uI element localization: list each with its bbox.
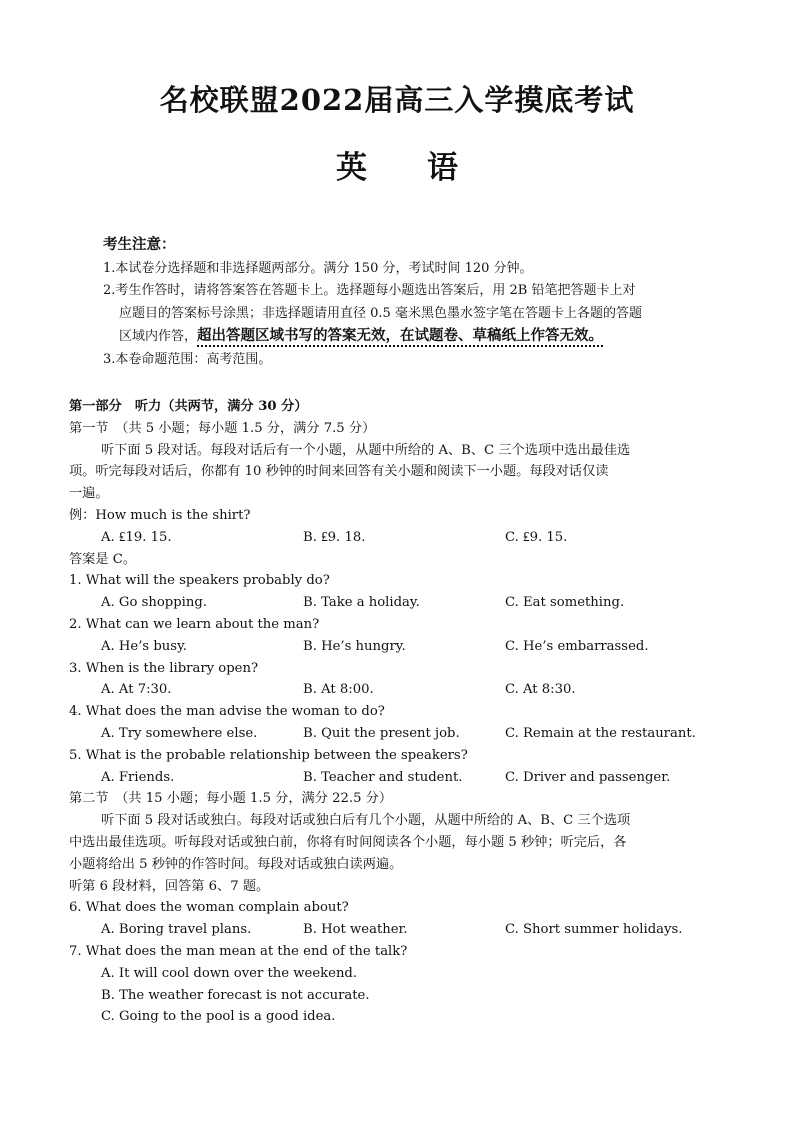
option-a: A. ₤19. 15. — [101, 529, 172, 545]
example-question: 例：How much is the shirt? — [69, 507, 251, 523]
example-options — [69, 527, 729, 549]
sec2-instruction-3: 小题将给出 5 秒钟的作答时间。每段对话或独白读两遍。 — [69, 856, 403, 872]
sec1-instruction: 听下面 5 段对话。每段对话后有一个小题，从题中所给的 A、B、C 三个选项中选出最佳选 — [101, 442, 631, 458]
option-a: A. Boring travel plans. — [101, 922, 252, 938]
notice-item-2-cont: 应题目的答案标号涂黑；非选择题请用直径 0.5 毫米黑色墨水签字笔在答题卡上各题的答题 — [119, 305, 642, 321]
example-answer: 答案是 C。 — [69, 551, 137, 567]
option-c: C. Short summer holidays. — [505, 922, 683, 938]
question-6: 6. What does the woman complain about? — [69, 900, 349, 916]
option-c: C. ₤9. 15. — [505, 529, 568, 545]
notice-heading: 考生注意： — [103, 236, 176, 253]
notice-item-3: 3.本卷命题范围：高考范围。 — [103, 351, 272, 367]
option-a: A. He’s busy. — [101, 638, 187, 654]
option-a: A. Try somewhere else. — [101, 725, 258, 741]
option-c: C. Going to the pool is a good idea. — [101, 1009, 336, 1025]
notice-item-2-text: 区域内作答， — [119, 329, 198, 344]
question-2: 2. What can we learn about the man? — [69, 616, 320, 632]
sec1-instruction-3: 一遍。 — [69, 486, 109, 502]
sec2-heading: 第二节 （共 15 小题；每小题 1.5 分，满分 22.5 分） — [69, 791, 393, 807]
sec2-instruction: 听下面 5 段对话或独白。每段对话或独白后有几个小题，从题中所给的 A、B、C 三个选项 — [101, 813, 631, 829]
question-3: 3. When is the library open? — [69, 660, 259, 676]
notice-item-2-cont2 — [103, 325, 733, 349]
question-3-options — [69, 679, 729, 701]
question-6-options — [69, 919, 729, 941]
notice-emphasis: 超出答题区域书写的答案无效，在试题卷、草稿纸上作答无效。 — [197, 327, 603, 347]
question-7: 7. What does the man mean at the end of the talk? — [69, 943, 408, 959]
option-b: B. Quit the present job. — [303, 725, 460, 741]
option-c: C. He’s embarrassed. — [505, 638, 649, 654]
option-c: C. Remain at the restaurant. — [505, 725, 696, 741]
option-a: A. Go shopping. — [101, 595, 208, 611]
option-a: A. Friends. — [101, 769, 175, 785]
exam-title: 名校联盟2022届高三入学摸底考试 — [159, 83, 635, 117]
question-2-options — [69, 636, 729, 658]
question-5: 5. What is the probable relationship between the speakers? — [69, 747, 468, 763]
sec2-instruction-2: 中选出最佳选项。听每段对话或独白前，你将有时间阅读各个小题，每小题 5 秒钟；听完后，各 — [69, 834, 627, 850]
question-4: 4. What does the man advise the woman to do? — [69, 704, 385, 720]
option-b: B. Take a holiday. — [303, 595, 420, 611]
question-4-options — [69, 723, 729, 745]
option-a: A. It will cool down over the weekend. — [101, 965, 358, 981]
option-c: C. Driver and passenger. — [505, 769, 671, 785]
option-b: B. Hot weather. — [303, 922, 408, 938]
notice-item-2: 2.考生作答时，请将答案答在答题卡上。选择题每小题选出答案后，用 2B 铅笔把答题卡上对 — [103, 283, 636, 298]
sec1-heading: 第一节 （共 5 小题；每小题 1.5 分，满分 7.5 分） — [69, 420, 376, 436]
sec1-instruction-2: 项。听完每段对话后，你都有 10 秒钟的时间来回答有关小题和阅读下一小题。每段对话仅读 — [69, 464, 609, 480]
question-1: 1. What will the speakers probably do? — [69, 573, 330, 589]
option-c: C. Eat something. — [505, 595, 625, 611]
option-c: C. At 8:30. — [505, 682, 576, 698]
option-b: B. The weather forecast is not accurate. — [101, 987, 370, 1003]
listening-section — [69, 396, 729, 1028]
material-6-heading: 听第 6 段材料，回答第 6、7 题。 — [69, 878, 270, 894]
question-1-options — [69, 592, 729, 614]
subject-title: 英语 — [336, 150, 518, 186]
option-b: B. ₤9. 18. — [303, 529, 366, 545]
candidate-notice — [103, 234, 733, 371]
option-b: B. He’s hungry. — [303, 638, 406, 654]
option-b: B. Teacher and student. — [303, 769, 463, 785]
notice-item-1: 1.本试卷分选择题和非选择题两部分。满分 150 分，考试时间 120 分钟。 — [103, 260, 533, 276]
option-b: B. At 8:00. — [303, 682, 374, 698]
question-5-options — [69, 767, 729, 789]
option-a: A. At 7:30. — [101, 682, 172, 698]
part1-heading: 第一部分 听力（共两节，满分 30 分） — [69, 399, 308, 414]
